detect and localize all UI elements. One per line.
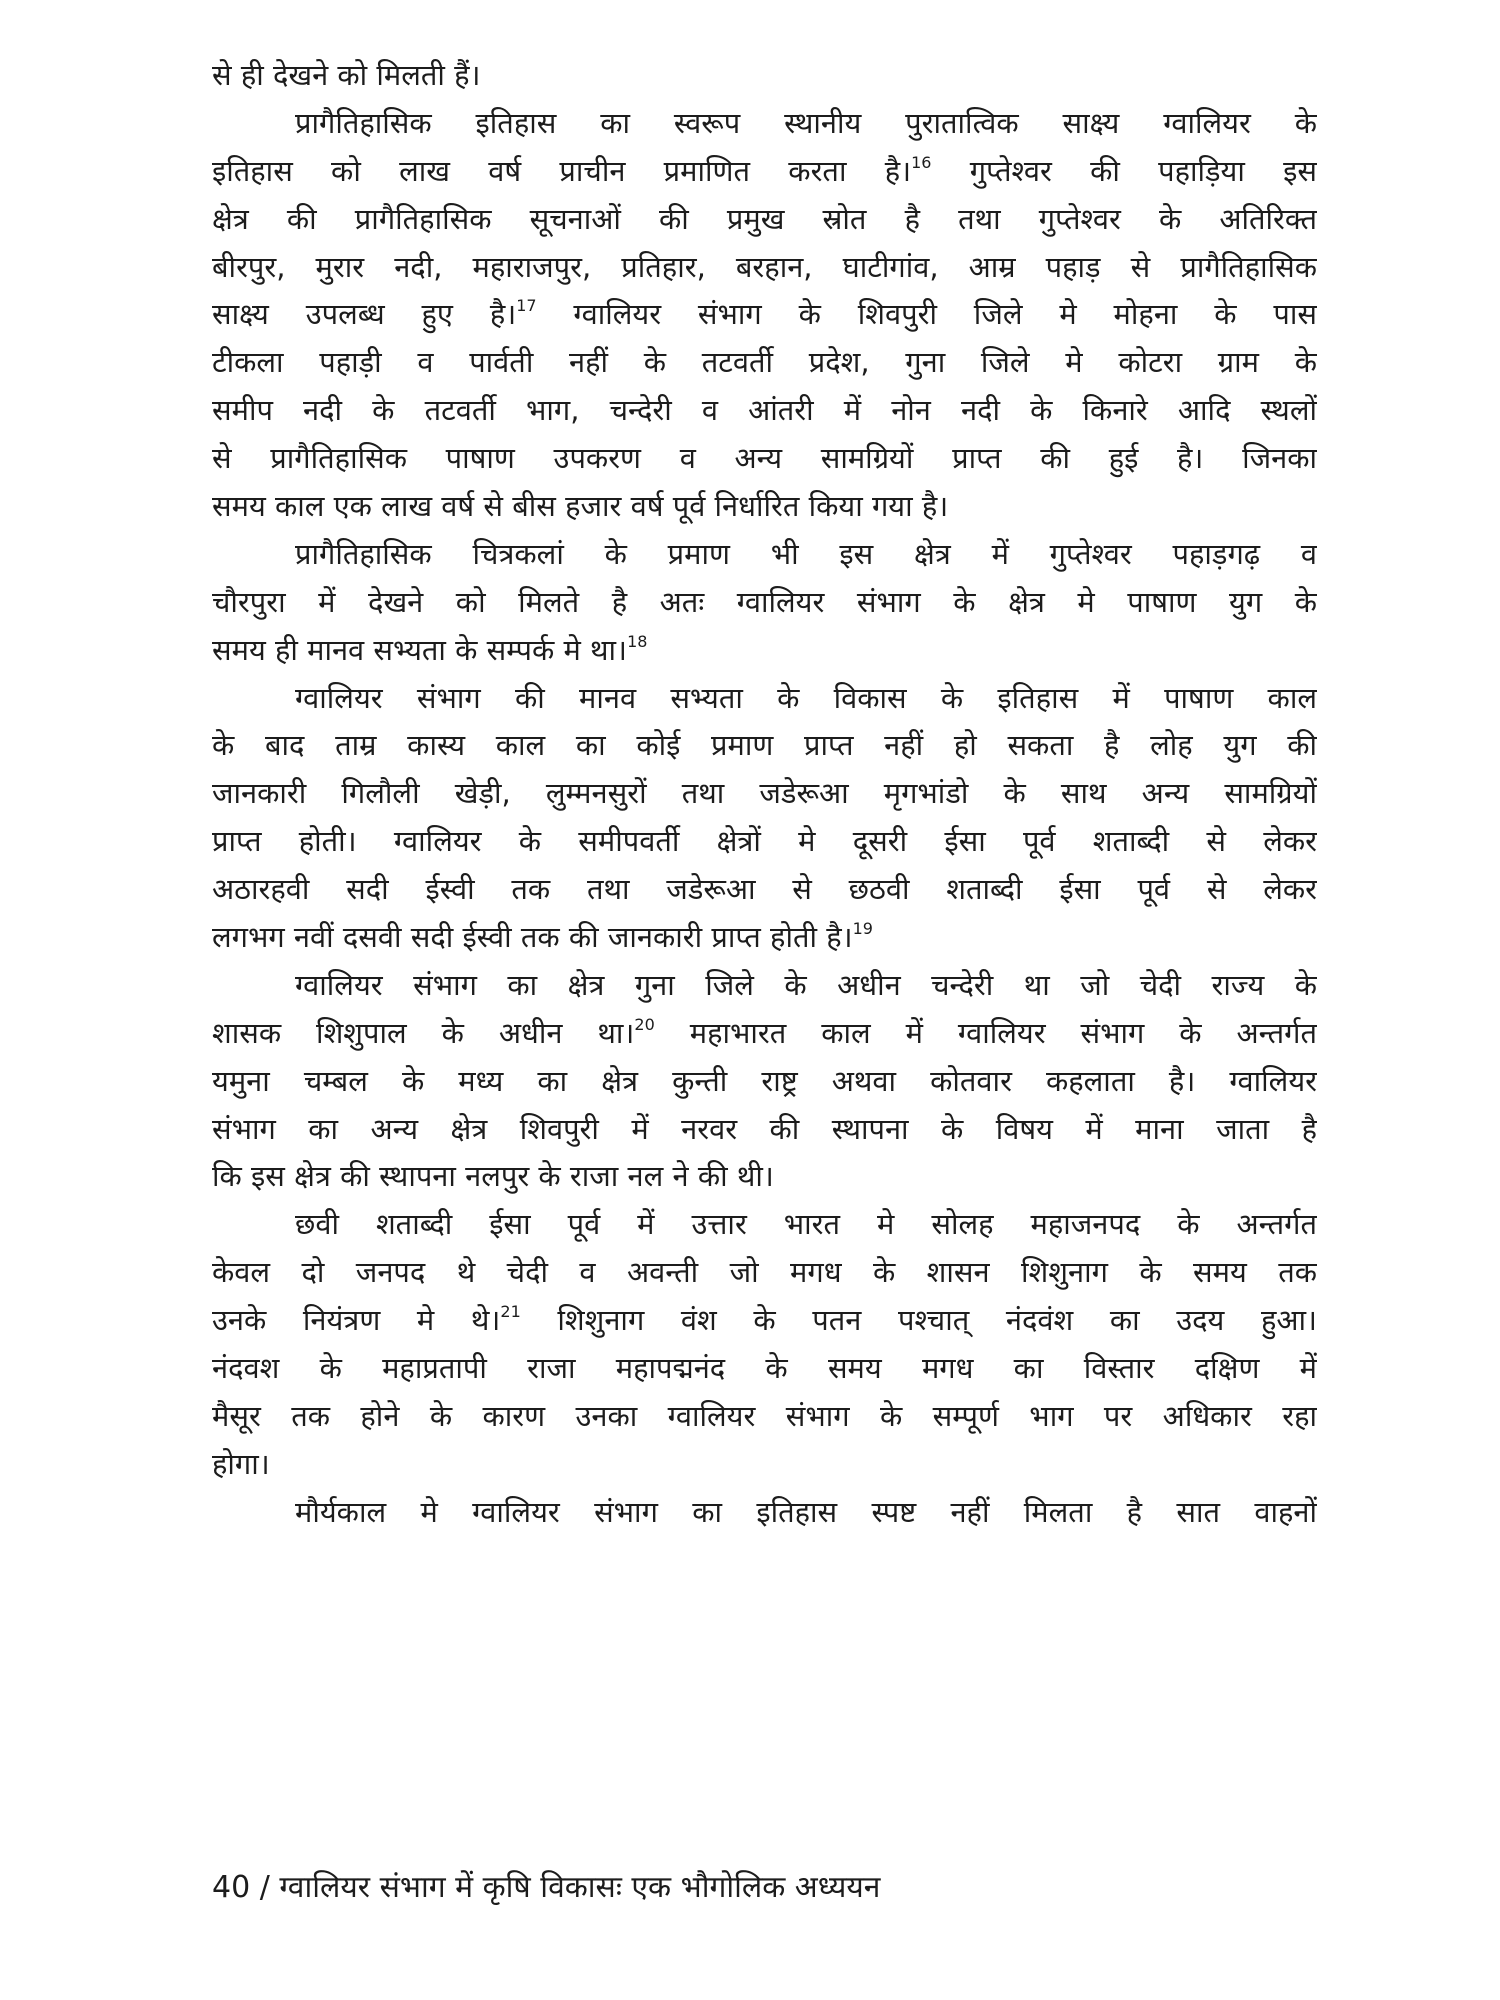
text-line: प्राप्त होती। ग्वालियर के समीपवर्ती क्षेत्रों मे दूसरी ईसा पूर्व शताब्दी से लेकर — [212, 824, 1317, 859]
paragraph-start-line: ग्वालियर संभाग की मानव सभ्यता के विकास के इतिहास में पाषाण काल — [295, 680, 1317, 715]
text-line: संभाग का अन्य क्षेत्र शिवपुरी में नरवर की स्थापना के विषय में माना जाता है — [212, 1111, 1317, 1146]
page-body — [212, 52, 1317, 1537]
page-footer — [212, 1868, 880, 1908]
footer-separator: / — [250, 1870, 280, 1905]
page-number: 40 — [212, 1870, 251, 1905]
text-line: से प्रागैतिहासिक पाषाण उपकरण व अन्य सामग्रियों प्राप्त की हुई है। जिनका — [212, 441, 1317, 476]
text-line: के बाद ताम्र कास्य काल का कोई प्रमाण प्राप्त नहीं हो सकता है लोह युग की — [212, 728, 1317, 763]
text-line: समय काल एक लाख वर्ष से बीस हजार वर्ष पूर्व निर्धारित किया गया है। — [212, 489, 949, 524]
text-line: समीप नदी के तटवर्ती भाग, चन्देरी व आंतरी में नोन नदी के किनारे आदि स्थलों — [212, 393, 1317, 428]
text-line: कि इस क्षेत्र की स्थापना नलपुर के राजा नल ने की थी। — [212, 1159, 774, 1194]
text-line: अठारहवी सदी ईस्वी तक तथा जडेरूआ से छठवी शताब्दी ईसा पूर्व से लेकर — [212, 872, 1317, 907]
text-line: इतिहास को लाख वर्ष प्राचीन प्रमाणित करता है।$^{16}$ गुप्तेश्वर की पहाड़िया इस — [212, 152, 1317, 188]
text-line: से ही देखने को मिलती हैं। — [212, 58, 481, 92]
book-title: ग्वालियर संभाग में कृषि विकासः एक भौगोलिक अध्ययन — [279, 1870, 881, 1905]
text-line: जानकारी गिलौली खेड़ी, लुम्मनसुरों तथा जडेरूआ मृगभांडो के साथ अन्य सामग्रियों — [212, 776, 1317, 811]
text-line: मैसूर तक होने के कारण उनका ग्वालियर संभाग के सम्पूर्ण भाग पर अधिकार रहा — [212, 1398, 1317, 1433]
text-line: यमुना चम्बल के मध्य का क्षेत्र कुन्ती राष्ट्र अथवा कोतवार कहलाता है। ग्वालियर — [212, 1063, 1317, 1098]
text-line: क्षेत्र की प्रागैतिहासिक सूचनाओं की प्रमुख स्रोत है तथा गुप्तेश्वर के अतिरिक्त — [212, 201, 1317, 236]
text-line: टीकला पहाड़ी व पार्वती नहीं के तटवर्ती प्रदेश, गुना जिले मे कोटरा ग्राम के — [212, 345, 1317, 380]
paragraph-start-line: प्रागैतिहासिक इतिहास का स्वरूप स्थानीय पुरातात्विक साक्ष्य ग्वालियर के — [295, 105, 1317, 140]
text-line: समय ही मानव सभ्यता के सम्पर्क मे था।$^{18}$ — [212, 631, 648, 667]
text-line: नंदवश के महाप्रतापी राजा महापद्मनंद के समय मगध का विस्तार दक्षिण में — [212, 1351, 1317, 1386]
footnote-ref: 17 — [516, 296, 537, 316]
paragraph-start-line: मौर्यकाल मे ग्वालियर संभाग का इतिहास स्पष्ट नहीं मिलता है सात वाहनों — [295, 1494, 1317, 1529]
footnote-ref: 16 — [911, 152, 932, 172]
text-line: केवल दो जनपद थे चेदी व अवन्ती जो मगध के शासन शिशुनाग के समय तक — [212, 1255, 1317, 1290]
footnote-ref: 19 — [852, 919, 873, 939]
text-line: साक्ष्य उपलब्ध हुए है।$^{17}$ ग्वालियर संभाग के शिवपुरी जिले मे मोहना के पास — [212, 296, 1317, 332]
paragraph-start-line: ग्वालियर संभाग का क्षेत्र गुना जिले के अधीन चन्देरी था जो चेदी राज्य के — [295, 967, 1317, 1002]
paragraph-start-line: छवी शताब्दी ईसा पूर्व में उत्तार भारत मे सोलह महाजनपद के अन्तर्गत — [295, 1207, 1317, 1242]
text-line: होगा। — [212, 1446, 270, 1481]
footnote-ref: 21 — [500, 1302, 521, 1322]
text-line: चौरपुरा में देखने को मिलते है अतः ग्वालियर संभाग के क्षेत्र मे पाषाण युग के — [212, 584, 1317, 619]
paragraph-start-line: प्रागैतिहासिक चित्रकलां के प्रमाण भी इस क्षेत्र में गुप्तेश्वर पहाड़गढ़ व — [295, 536, 1317, 571]
text-line: बीरपुर, मुरार नदी, महाराजपुर, प्रतिहार, बरहान, घाटीगांव, आम्र पहाड़ से प्रागैतिहासिक — [212, 249, 1317, 284]
footnote-ref: 20 — [634, 1014, 655, 1034]
text-line: उनके नियंत्रण मे थे।$^{21}$ शिशुनाग वंश के पतन पश्चात् नंदवंश का उदय हुआ। — [212, 1302, 1317, 1338]
text-line: लगभग नवीं दसवी सदी ईस्वी तक की जानकारी प्राप्त होती है।$^{19}$ — [212, 919, 873, 955]
text-line: शासक शिशुपाल के अधीन था।$^{20}$ महाभारत काल में ग्वालियर संभाग के अन्तर्गत — [212, 1014, 1317, 1050]
footnote-ref: 18 — [627, 631, 648, 651]
